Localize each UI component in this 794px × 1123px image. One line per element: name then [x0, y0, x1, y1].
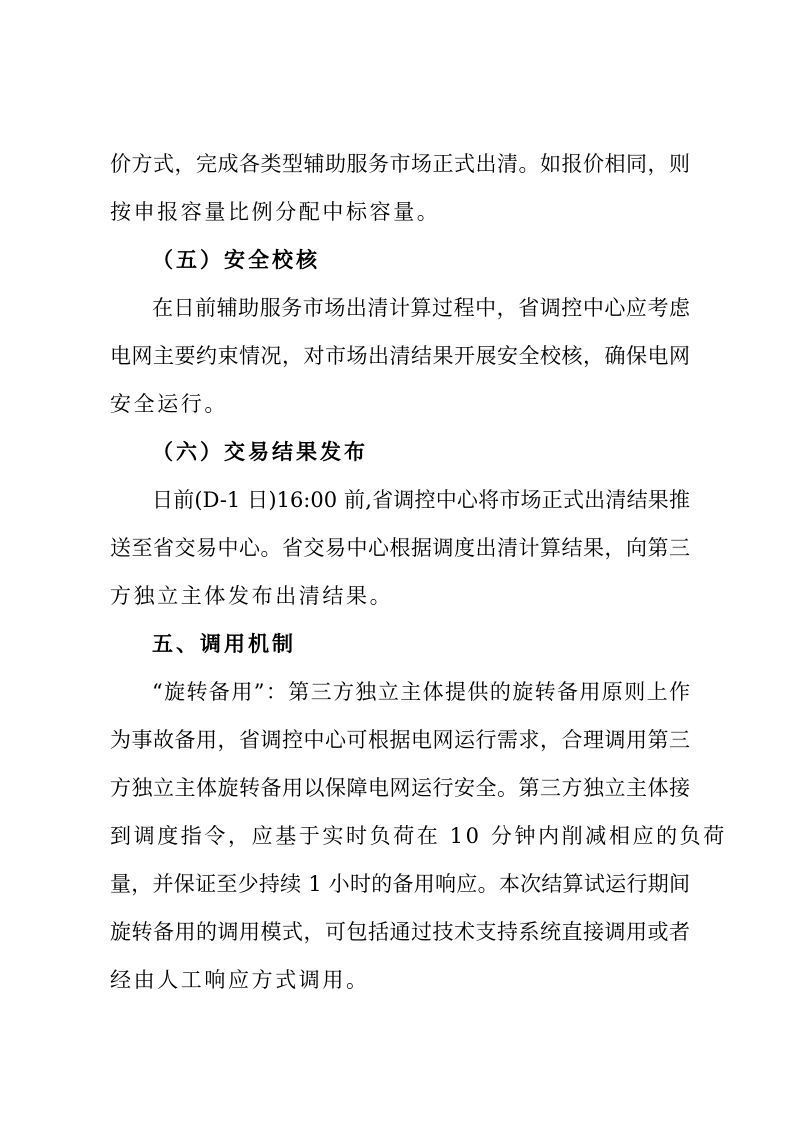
- paragraph-line: 方独立主体发布出清结果。: [110, 584, 394, 608]
- section-heading-safety-check: （五）安全校核: [152, 248, 320, 272]
- paragraph-line: 量，并保证至少持续 1 小时的备用响应。本次结算试运行期间: [110, 872, 690, 896]
- paragraph-line: 经由人工响应方式调用。: [110, 968, 370, 992]
- paragraph-line: 电网主要约束情况，对市场出清结果开展安全校核，确保电网: [110, 344, 690, 368]
- paragraph-line: 价方式，完成各类型辅助服务市场正式出清。如报价相同，则: [110, 152, 690, 176]
- section-heading-dispatch-mechanism: 五、调用机制: [152, 632, 296, 656]
- section-heading-result-release: （六）交易结果发布: [152, 440, 368, 464]
- paragraph-line: 旋转备用的调用模式，可包括通过技术支持系统直接调用或者: [110, 920, 690, 944]
- paragraph-line: 在日前辅助服务市场出清计算过程中，省调控中心应考虑: [152, 296, 690, 320]
- paragraph-line: 按申报容量比例分配中标容量。: [110, 200, 441, 224]
- paragraph-line: 安全运行。: [110, 392, 228, 416]
- paragraph-line: 到调度指令，应基于实时负荷在 10 分钟内削减相应的负荷: [110, 824, 727, 848]
- paragraph-line: 日前(D-1 日)16:00 前,省调控中心将市场正式出清结果推: [152, 488, 690, 512]
- paragraph-line: 方独立主体旋转备用以保障电网运行安全。第三方独立主体接: [110, 776, 690, 800]
- paragraph-line: 送至省交易中心。省交易中心根据调度出清计算结果，向第三: [110, 536, 690, 560]
- paragraph-line: 为事故备用，省调控中心可根据电网运行需求，合理调用第三: [110, 728, 690, 752]
- paragraph-line: “旋转备用”：第三方独立主体提供的旋转备用原则上作: [152, 680, 690, 704]
